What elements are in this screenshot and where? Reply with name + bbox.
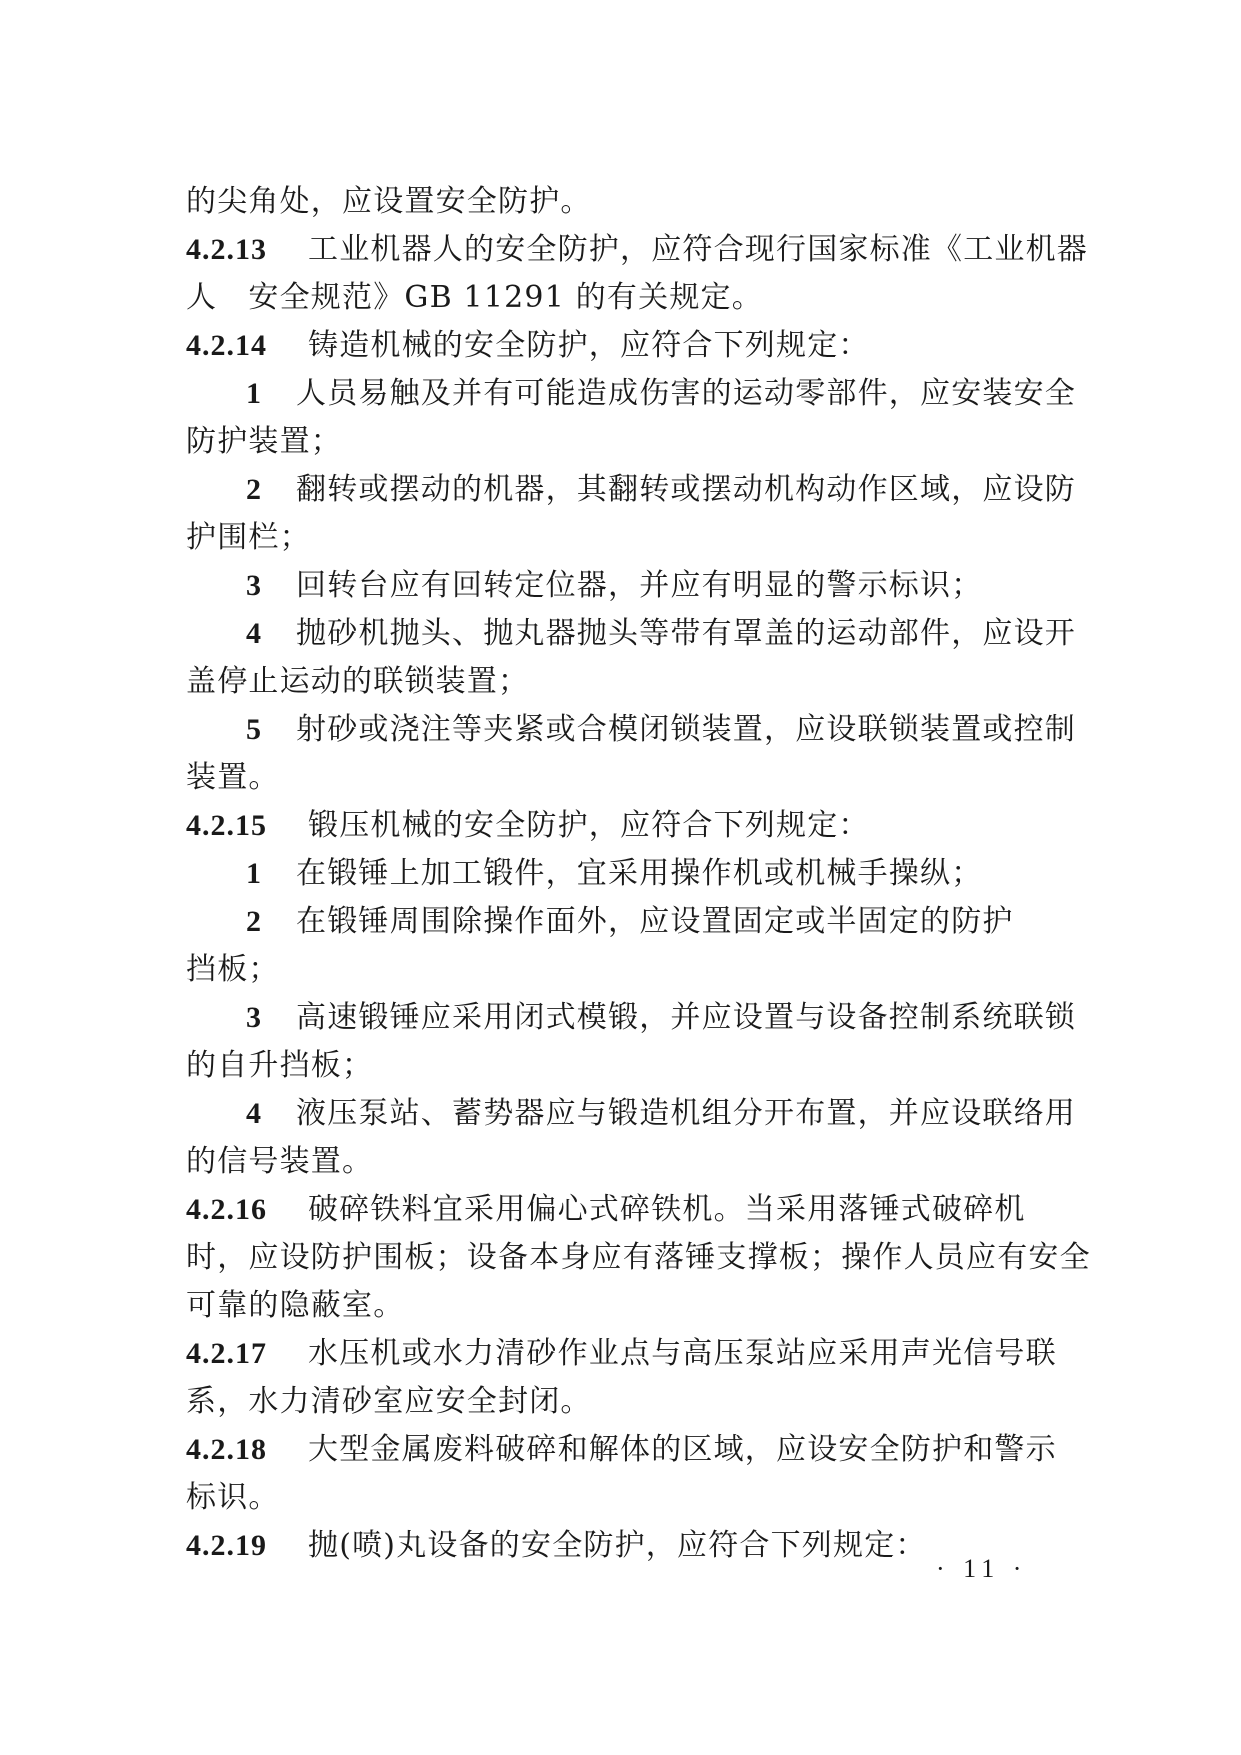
line-text: 标识。 <box>186 1480 280 1515</box>
text-line <box>186 1474 1056 1522</box>
line-text: 人 安全规范》GB 11291 的有关规定。 <box>186 280 763 315</box>
line-text: 工业机器人的安全防护，应符合现行国家标准《工业机器 <box>308 232 1088 267</box>
item-number: 1 <box>246 377 262 410</box>
list-item <box>186 706 1076 754</box>
clause-4-2-19 <box>186 1522 1056 1570</box>
clause-4-2-17 <box>186 1330 1056 1378</box>
text-line <box>186 946 1056 994</box>
list-item <box>186 994 1076 1042</box>
line-text: 盖停止运动的联锁装置； <box>186 664 530 699</box>
text-line <box>186 514 1056 562</box>
clause-4-2-16 <box>186 1186 1056 1234</box>
line-text: 人员易触及并有可能造成伤害的运动零部件，应安装安全 <box>296 376 1076 411</box>
line-text: 水压机或水力清砂作业点与高压泵站应采用声光信号联 <box>308 1336 1057 1371</box>
list-item <box>186 898 1056 946</box>
clause-number: 4.2.19 <box>186 1529 267 1562</box>
item-number: 4 <box>246 1097 262 1130</box>
line-text: 的信号装置。 <box>186 1144 374 1179</box>
line-text: 回转台应有回转定位器，并应有明显的警示标识； <box>296 568 983 603</box>
clause-4-2-14 <box>186 322 1056 370</box>
line-text: 破碎铁料宜采用偏心式碎铁机。当采用落锤式破碎机 <box>308 1192 1026 1227</box>
text-line <box>186 658 1056 706</box>
line-text: 翻转或摆动的机器，其翻转或摆动机构动作区域，应设防 <box>296 472 1076 507</box>
line-text: 挡板； <box>186 952 280 987</box>
line-text: 大型金属废料破碎和解体的区域，应设安全防护和警示 <box>308 1432 1057 1467</box>
clause-number: 4.2.13 <box>186 233 267 266</box>
line-text: 铸造机械的安全防护，应符合下列规定： <box>308 328 870 363</box>
page-number: · 11 · <box>936 1554 1028 1583</box>
clause-4-2-13 <box>186 226 1088 274</box>
item-number: 3 <box>246 569 262 602</box>
list-item <box>186 1090 1076 1138</box>
clause-number: 4.2.16 <box>186 1193 267 1226</box>
line-text: 系，水力清砂室应安全封闭。 <box>186 1384 592 1419</box>
text-line <box>186 274 1056 322</box>
text-line <box>186 754 1056 802</box>
list-item <box>186 610 1076 658</box>
list-item <box>186 562 1056 610</box>
text-line <box>186 1042 1056 1090</box>
list-item <box>186 850 1056 898</box>
line-text: 的自升挡板； <box>186 1048 374 1083</box>
clause-4-2-18 <box>186 1426 1056 1474</box>
clause-number: 4.2.18 <box>186 1433 267 1466</box>
line-text: 在锻锤周围除操作面外，应设置固定或半固定的防护 <box>296 904 1014 939</box>
list-item <box>186 370 1076 418</box>
text-line <box>186 1282 1056 1330</box>
clause-number: 4.2.15 <box>186 809 267 842</box>
item-number: 4 <box>246 617 262 650</box>
text-line <box>186 418 1056 466</box>
line-text: 在锻锤上加工锻件，宜采用操作机或机械手操纵； <box>296 856 983 891</box>
text-line <box>186 1378 1056 1426</box>
line-text: 液压泵站、蓄势器应与锻造机组分开布置，并应设联络用 <box>296 1096 1076 1131</box>
item-number: 3 <box>246 1001 262 1034</box>
clause-number: 4.2.17 <box>186 1337 267 1370</box>
text-line <box>186 1138 1056 1186</box>
line-text: 可靠的隐蔽室。 <box>186 1288 405 1323</box>
line-text: 高速锻锤应采用闭式模锻，并应设置与设备控制系统联锁 <box>296 1000 1076 1035</box>
line-text: 抛(喷)丸设备的安全防护，应符合下列规定： <box>308 1528 927 1563</box>
line-text: 防护装置； <box>186 424 342 459</box>
line-text: 的尖角处，应设置安全防护。 <box>186 184 592 219</box>
line-text: 护围栏； <box>186 520 311 555</box>
item-number: 5 <box>246 713 262 746</box>
line-text: 装置。 <box>186 760 280 795</box>
document-body <box>186 178 1091 1570</box>
item-number: 2 <box>246 473 262 506</box>
item-number: 2 <box>246 905 262 938</box>
line-text: 抛砂机抛头、抛丸器抛头等带有罩盖的运动部件，应设开 <box>296 616 1076 651</box>
line-text: 锻压机械的安全防护，应符合下列规定： <box>308 808 870 843</box>
text-line <box>186 178 1056 226</box>
line-text: 射砂或浇注等夹紧或合模闭锁装置，应设联锁装置或控制 <box>296 712 1076 747</box>
item-number: 1 <box>246 857 262 890</box>
text-line <box>186 1234 1091 1282</box>
line-text: 时，应设防护围板；设备本身应有落锤支撑板；操作人员应有安全 <box>186 1240 1091 1275</box>
clause-4-2-15 <box>186 802 1056 850</box>
clause-number: 4.2.14 <box>186 329 267 362</box>
list-item <box>186 466 1076 514</box>
